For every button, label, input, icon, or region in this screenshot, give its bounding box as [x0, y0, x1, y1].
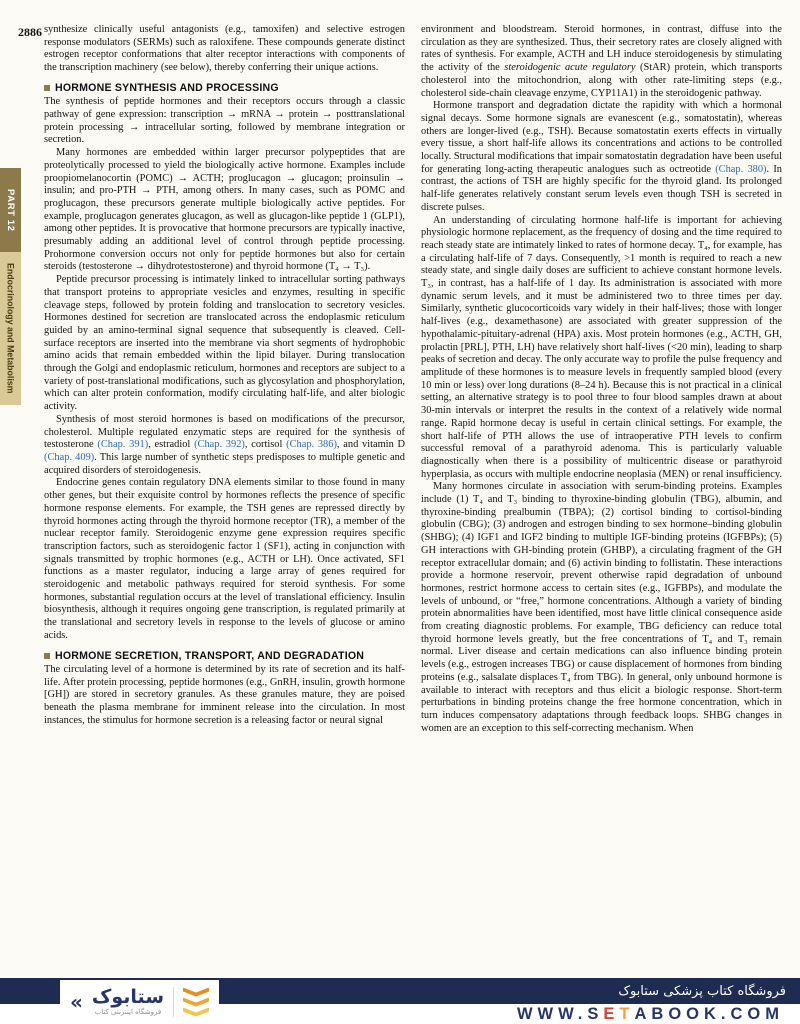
section-label-tab	[0, 252, 21, 405]
paragraph: Endocrine genes contain regulatory DNA elements similar to those found in many other genes, but their exquisite control by hormones reflects the presence of specific hormone response elements. For example, the TSH genes are repressed directly by thyroid hormones acting through the thyroid hormone receptor (TR), a member of the nuclear receptor family. Steroidogenic enzyme gene expression requires specific transcription factors, such as steroidogenic factor 1 (SF1), acting in conjunction with signals transmitted by trophic hormones (e.g., ACTH or LH). Once activated, SF1 functions as a master regulator, inducing a large array of genes required for steroidogenic and metabolic pathways required for steroid synthesis. For some hormones, substantial regulation occurs at the level of translational efficiency. Insulin biosynthesis, although it requires ongoing gene transcription, is regulated primarily at the translational and secretory levels in response to the levels of glucose or amino acids.	[44, 477, 405, 641]
section-heading: HORMONE SYNTHESIS AND PROCESSING	[44, 82, 405, 95]
part-label: PART 12	[5, 188, 16, 232]
paragraph: synthesize clinically useful antagonists (e.g., tamoxifen) and selective estrogen response modulators (SERMs) such as raloxifene. These compounds generate distinct estrogen receptor conformations that alter receptor interactions with components of the transcription machinery (see below), thereby conferring their unique actions.	[44, 24, 405, 74]
footer-url-segment: ABOOK.COM	[634, 1004, 784, 1023]
page-number: 2886	[18, 25, 42, 39]
paragraph: An understanding of circulating hormone half-life is important for achieving physiologic hormone replacement, as the frequency of dosing and the time required to reach steady state are intimately linked to rates of hormone decay. T₄, for example, has a circulating half-life of 7 days. Consequently, >1 month is required to reach a new steady state, and single daily doses are sufficient to achieve constant hormone levels. T₃, in contrast, has a half-life of 1 day. Its administration is associated with more dynamic serum levels, and it must be administered two to three times per day. Similarly, synthetic glucocorticoids vary widely in their half-lives; those with longer half-lives (e.g., dexamethasone) are associated with greater suppression of the hypothalamic-pituitary-adrenal (HPA) axis. Most protein hormones (e.g., ACTH, GH, prolactin [PRL], PTH, LH) have relatively short half-lives (<20 min), leading to sharp peaks of secretion and decay. The only accurate way to profile the pulse frequency and amplitude of these hormones is to measure levels in frequently sampled blood (every 10 min or less) over long durations (8–24 h). Because this is not practical in a clinical setting, an alternative strategy is to pool three to four blood samples drawn at about 30-min intervals or interpret the results in the context of a relatively wide normal range. Rapid hormone decay is useful in certain clinical settings. For example, the short half-life of PTH allows the use of intraoperative PTH levels to confirm successful removal of a parathyroid adenoma. This is particularly valuable diagnostically when there is a possibility of multicentric disease or parathyroid hyperplasia, as occurs with multiple endocrine neoplasia (MEN) or renal insufficiency.	[421, 214, 782, 480]
paragraph: Many hormones are embedded within larger precursor polypeptides that are proteolytically processed to yield the biologically active hormone. Examples include proopiomelanocortin (POMC) → ACTH; proglucagon → glucagon; proinsulin → insulin; and pro-PTH → PTH, among others. In many cases, such as POMC and proglucagon, these precursors generate multiple biologically active peptides. For example, proglucagon generates glucagon, as well as glucagon-like peptide 1 (GLP1), among other peptides. It is provocative that hormone precursors are typically inactive, presumably adding an additional level of control through peptide processing. Prohormone conversion occurs not only for peptide hormones but also for certain steroids (testosterone → dihydrotestosterone) and thyroid hormone (T₄ → T₃).	[44, 147, 405, 273]
paragraph: Hormone transport and degradation dictate the rapidity with which a hormonal signal decays. Some hormone signals are evanescent (e.g., somatostatin), whereas others are longer-lived (e.g., TSH). Because somatostatin exerts effects in virtually every tissue, a short half-life allows its concentrations and actions to be controlled locally. Structural modifications that impair somatostatin degradation have been useful for generating long-acting therapeutic analogues such as octreotide (Chap. 380). In contrast, the actions of TSH are highly specific for the thyroid gland. Its prolonged half-life generates relatively constant serum levels even though TSH is secreted in discrete pulses.	[421, 100, 782, 213]
paragraph: The circulating level of a hormone is determined by its rate of secretion and its half-life. After protein processing, peptide hormones (e.g., GnRH, insulin, growth hormone [GH]) are stored in secretory granules. As these granules mature, they are poised beneath the plasma membrane for imminent release into the circulation. In most instances, the stimulus for hormone secretion is a releasing factor or neural signal	[44, 664, 405, 726]
right-column	[421, 24, 782, 974]
logo-tagline: فروشگاه اینترنتی کتاب	[94, 1008, 162, 1017]
paragraph: The synthesis of peptide hormones and their receptors occurs through a classic pathway of gene expression: transcription → mRNA → protein → posttranslational protein processing → intracellular sorting, followed by membrane integration or secretion.	[44, 96, 405, 146]
footer-url-segment: WWW.S	[516, 1004, 604, 1023]
footer-url-segment: E	[603, 1004, 620, 1023]
logo-divider	[173, 987, 174, 1017]
paragraph: environment and bloodstream. Steroid hormones, in contrast, diffuse into the circulation as they are synthesized. Thus, their secretory rates are closely aligned with rates of synthesis. For example, ACTH and LH induce steroidogenesis by stimulating the activity of the steroidogenic acute regulatory (StAR) protein, which transports cholesterol into the mitochondrion, along with other rate-limiting steps (e.g., cholesterol side-chain cleavage enzyme, CYP11A1) in the steroidogenic pathway.	[421, 24, 782, 99]
two-column-text	[44, 24, 782, 974]
stacked-chevrons-icon	[183, 988, 209, 1017]
logo-wordmark: ستابوک	[91, 985, 164, 1008]
emphasis-text: steroidogenic acute regulatory	[504, 62, 636, 74]
logo-text	[91, 985, 164, 1017]
chapter-link[interactable]: (Chap. 386)	[286, 439, 337, 451]
bookstore-footer	[0, 978, 800, 1024]
heading-square-icon	[44, 653, 50, 659]
part-side-tab	[0, 168, 21, 405]
footer-banner-text: فروشگاه کتاب پزشکی ستابوک	[618, 983, 786, 999]
section-label: Endocrinology and Metabolism	[5, 263, 16, 394]
paragraph: Synthesis of most steroid hormones is based on modifications of the precursor, cholesterol. Multiple regulated enzymatic steps are required for the synthesis of testosterone (Chap. 391), estradiol (Chap. 392), cortisol (Chap. 386), and vitamin D (Chap. 409). This large number of synthetic steps predisposes to multiple genetic and acquired disorders of steroidogenesis.	[44, 413, 406, 476]
heading-square-icon	[44, 85, 50, 91]
setabook-logo	[60, 980, 219, 1024]
chapter-link[interactable]: (Chap. 380)	[715, 163, 767, 175]
paragraph: Peptide precursor processing is intimately linked to intracellular sorting pathways that transport proteins to appropriate vesicles and enzymes, resulting in specific cleavage steps, followed by protein folding and translocation to secretory vesicles. Hormones destined for secretion are translocated across the endoplasmic reticulum guided by an amino-terminal signal sequence that subsequently is cleaved. Cell-surface receptors are inserted into the membrane via short segments of hydrophobic amino acids that remain embedded within the lipid bilayer. During translocation through the Golgi and endoplasmic reticulum, hormones and receptors are subject to a variety of post-translational modifications, such as glycosylation and phosphorylation, which can alter protein conformation, modify circulating half-life, and alter biologic activity.	[44, 274, 405, 413]
section-heading: HORMONE SECRETION, TRANSPORT, AND DEGRADATION	[44, 650, 405, 663]
footer-url-segment: T	[619, 1004, 635, 1023]
paragraph: Many hormones circulate in association with serum-binding proteins. Examples include (1) T₄ and T₃ binding to thyroxine-binding globulin (TBG), albumin, and thyroxine-binding prealbumin (TBPA); (2) cortisol binding to cortisol-binding globulin (CBG); (3) androgen and estrogen binding to sex hormone–binding globulin (SHBG); (4) IGF1 and IGF2 binding to multiple IGF-binding proteins (IGFBPs); (5) GH interactions with GH-binding protein (GHBP), a circulating fragment of the GH receptor extracellular domain; and (6) activin binding to follistatin. These interactions provide a hormone reservoir, prevent otherwise rapid degradation of unbound hormones, restrict hormone access to certain sites (e.g., IGFBPs), and modulate the levels of unbound, or “free,” hormone concentrations. Although a variety of binding protein abnormalities have been identified, most have little clinical consequence aside from creating diagnostic problems. For example, TBG deficiency can reduce total thyroid hormone levels greatly, but the free concentrations of T₄ and T₃ remain normal. Liver disease and certain medications can also influence binding protein levels (e.g., estrogen increases TBG) or cause displacement of hormones from binding proteins (e.g., salsalate displaces T₄ from TBG). In general, only unbound hormone is available to interact with receptors and thus elicit a biologic response. Short-term perturbations in binding proteins change the free hormone concentration, which in turn induces compensatory adaptations through feedback loops. SHBG changes in women are an exception to this self-correcting mechanism. When	[421, 481, 782, 734]
left-column	[44, 24, 405, 974]
chapter-link[interactable]: (Chap. 391)	[97, 439, 149, 451]
chapter-link[interactable]: (Chap. 409)	[44, 452, 95, 463]
chapter-link[interactable]: (Chap. 392)	[194, 439, 245, 451]
logo-chevron-glyph: «	[70, 990, 83, 1014]
part-label-tab	[0, 168, 21, 252]
